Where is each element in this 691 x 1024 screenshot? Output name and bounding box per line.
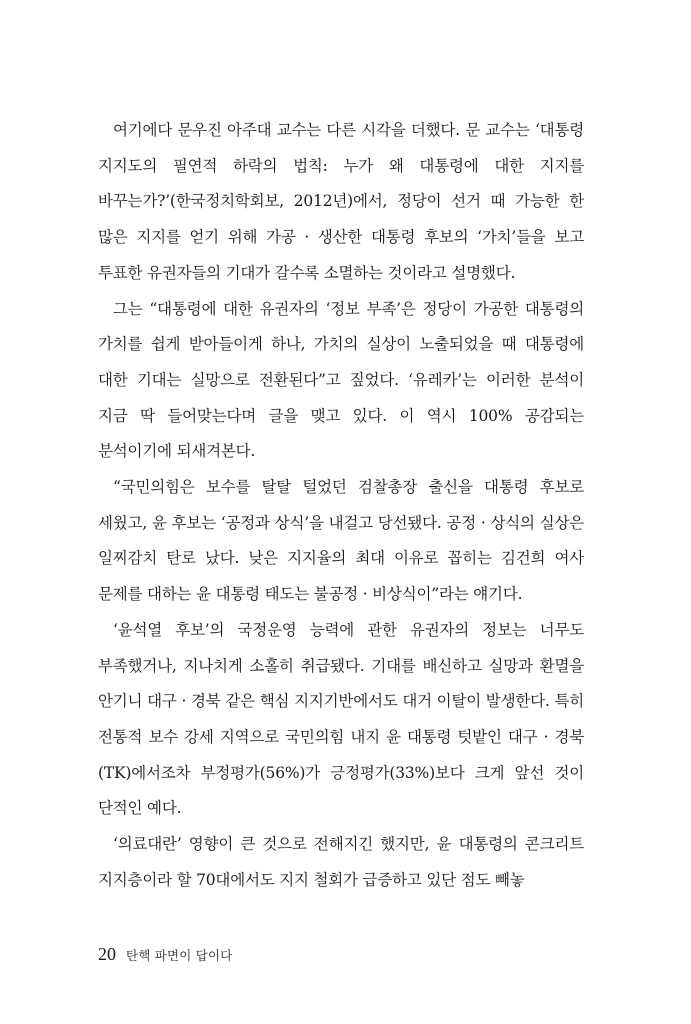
page-footer xyxy=(98,944,233,968)
paragraph: 여기에다 문우진 아주대 교수는 다른 시각을 더했다. 문 교수는 ‘대통령 지지도의 필연적 하락의 법칙: 누가 왜 대통령에 대한 지지를 바꾸는가?’(한국정치학회보, 2012년)에서, 정당이 선거 때 가능한 한 많은 지지를 얻기 위해 가공 · 생산한 대통령 후보의 ‘가치’들을 보고 투표한 유권자들의 기대가 갈수록 소멸하는 것이라고 설명했다. xyxy=(98,121,584,282)
running-title: 탄핵 파면이 답이다 xyxy=(126,948,233,963)
paragraph: ‘의료대란’ 영향이 큰 것으로 전해지긴 했지만, 윤 대통령의 콘크리트 지지층이라 할 70대에서도 지지 철회가 급증하고 있단 점도 빼놓 xyxy=(98,835,584,889)
paragraph: 그는 “대통령에 대한 유권자의 ‘정보 부족’은 정당이 가공한 대통령의 가치를 쉽게 받아들이게 하나, 가치의 실상이 노출되었을 때 대통령에 대한 기대는 실망으로 전환된다”고 짚었다. ‘유레카’는 이러한 분석이 지금 딱 들어맞는다며 글을 맺고 있다. 이 역시 100% 공감되는 분석이기에 되새겨본다. xyxy=(98,299,584,461)
paragraph: ‘윤석열 후보’의 국정운영 능력에 관한 유권자의 정보는 너무도 부족했거나, 지나치게 소홀히 취급됐다. 기대를 배신하고 실망과 환멸을 안기니 대구 · 경북 같은 핵심 지지기반에서도 대거 이탈이 발생한다. 특히 전통적 보수 강세 지역으로 국민의힘 내지 윤 대통령 텃밭인 대구 · 경북(TK)에서조차 부정평가(56%)가 긍정평가(33%)보다 크게 앞선 것이 단적인 예다. xyxy=(98,620,584,818)
body-text xyxy=(98,113,584,898)
paragraph: “국민의힘은 보수를 탈탈 털었던 검찰총장 출신을 대통령 후보로 세웠고, 윤 후보는 ‘공정과 상식’을 내걸고 당선됐다. 공정 · 상식의 실상은 일찌감치 탄로 났다. 낮은 지지율의 최대 이유로 꼽히는 김건희 여사 문제를 대하는 윤 대통령 태도는 불공정 · 비상식이”라는 얘기다. xyxy=(98,478,584,604)
page-number: 20 xyxy=(98,944,116,964)
